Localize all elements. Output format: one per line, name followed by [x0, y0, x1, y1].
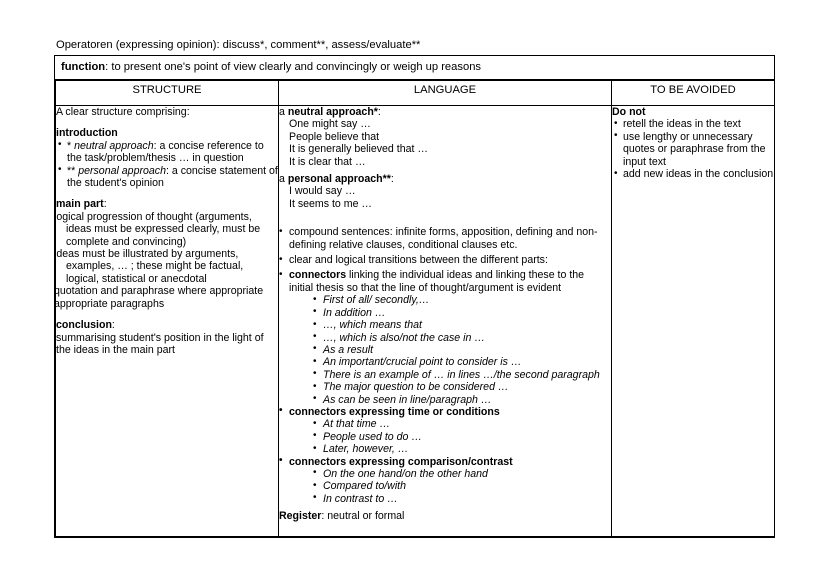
list-item: • There is an example of … in lines …/the second paragraph [313, 369, 611, 381]
spacer [56, 118, 278, 127]
contrast-examples-list [289, 468, 611, 505]
list-item: • First of all/ secondly,… [313, 294, 611, 306]
time-examples-list [289, 418, 611, 455]
list-item: • …, which is also/not the case in … [313, 332, 611, 344]
avoided-cell [612, 106, 775, 537]
list-item: • compound sentences: infinite forms, apposition, defining and non-defining relative clauses, conditional clauses etc. [279, 226, 611, 251]
neutral-example: It is generally believed that … [289, 143, 428, 156]
list-item [56, 165, 278, 190]
spacer [56, 189, 278, 198]
connector-examples-list [289, 294, 611, 406]
spacer [56, 310, 278, 319]
bullet-rest: : a concise reference to the task/problem/thesis … in question [67, 139, 264, 165]
list-item: • An important/crucial point to consider is … [313, 356, 611, 368]
list-item: • Later, however, … [313, 443, 611, 455]
contrast-connectors-heading: connectors expressing comparison/contrast [289, 455, 513, 468]
personal-bold: personal approach** [287, 173, 391, 186]
neutral-example: People believe that [289, 130, 380, 143]
list-item [279, 269, 611, 405]
avoided-list [612, 118, 774, 180]
function-row [55, 56, 774, 80]
conclusion-heading-text: conclusion [56, 319, 112, 332]
conclusion-text: summarising student's position in the light of the ideas in the main part [56, 331, 264, 356]
main-part-item: logical progression of thought (arguments, ideas must be expressed clearly, must be complete and convincing) [54, 210, 261, 248]
introduction-heading: introduction [56, 127, 118, 140]
list-item: • People used to do … [313, 431, 611, 443]
main-part-heading [56, 198, 278, 210]
neutral-example: One might say … [289, 118, 371, 131]
list-item: • On the one hand/on the other hand [313, 468, 611, 480]
neutral-example: It is clear that … [289, 155, 366, 168]
list-item: • As a result [313, 344, 611, 356]
bullet-marker: ** [67, 164, 79, 177]
personal-approach-heading [279, 173, 611, 185]
personal-example: It seems to me … [289, 197, 373, 210]
connectors-bold: connectors [289, 269, 347, 282]
main-part-item: ideas must be illustrated by arguments, examples, … ; these might be factual, logical, statistical or anecdotal [54, 248, 244, 285]
main-part-item: appropriate paragraphs [54, 297, 165, 310]
main-part-item: quotation and paraphrase where appropriate [54, 285, 264, 298]
main-part-heading-suffix: : [103, 198, 107, 211]
list-item: • retell the ideas in the text [612, 118, 774, 130]
main-part-heading-text: main part [56, 198, 104, 211]
personal-prefix: a [279, 173, 288, 186]
list-item: • As can be seen in line/paragraph … [313, 394, 611, 406]
list-item: • …, which means that [313, 319, 611, 331]
bullet-italic: personal approach [78, 164, 166, 177]
register-text: : neutral or formal [321, 510, 405, 523]
criteria-table [55, 80, 775, 537]
column-header-avoided: TO BE AVOIDED [612, 81, 775, 106]
list-item: • Compared to/with [313, 480, 611, 492]
table-header-row [56, 81, 775, 106]
worksheet-table [54, 55, 775, 538]
function-text: : to present one's point of view clearly and convincingly or weigh up reasons [105, 61, 482, 73]
bullet-marker: * [67, 139, 75, 152]
structure-intro-line: A clear structure comprising: [56, 106, 190, 118]
spacer [279, 210, 611, 226]
conclusion-heading-suffix: : [111, 319, 115, 332]
neutral-bold: neutral approach* [287, 106, 378, 118]
operators-heading: Operatoren (expressing opinion): discuss*, comment**, assess/evaluate** [56, 39, 421, 51]
column-header-structure: STRUCTURE [56, 81, 279, 106]
connectors-rest: linking the individual ideas and linking these to the initial thesis so that the line of thought/argument is evident [289, 269, 585, 294]
list-item: • In addition … [313, 307, 611, 319]
register-line [279, 510, 611, 522]
conclusion-heading [56, 319, 278, 331]
neutral-approach-heading [279, 106, 611, 118]
list-item: • In contrast to … [313, 493, 611, 505]
column-header-language: LANGUAGE [279, 81, 612, 106]
structure-cell [56, 106, 279, 537]
register-label: Register [279, 510, 322, 523]
neutral-suffix: : [377, 106, 381, 118]
language-cell [279, 106, 612, 537]
bullet-rest: : a concise statement of the student's opinion [67, 164, 278, 190]
personal-example: I would say … [289, 185, 356, 198]
neutral-prefix: a [279, 106, 288, 118]
list-item: • At that time … [313, 418, 611, 430]
list-item: • clear and logical transitions between the different parts: [279, 254, 611, 266]
personal-suffix: : [390, 173, 394, 186]
list-item [279, 406, 611, 456]
do-not-heading: Do not [612, 106, 646, 118]
language-bullet-list [279, 226, 611, 505]
time-connectors-heading: connectors expressing time or conditions [289, 405, 500, 418]
list-item [56, 140, 278, 165]
introduction-bullet-list [56, 140, 278, 190]
list-item: • add new ideas in the conclusion [612, 168, 774, 180]
list-item: • use lengthy or unnecessary quotes or paraphrase from the input text [612, 131, 774, 168]
table-body-row [56, 106, 775, 537]
list-item [279, 456, 611, 506]
list-item: • The major question to be considered … [313, 381, 611, 393]
function-label: function [61, 61, 106, 73]
bullet-italic: neutral approach [74, 139, 154, 152]
